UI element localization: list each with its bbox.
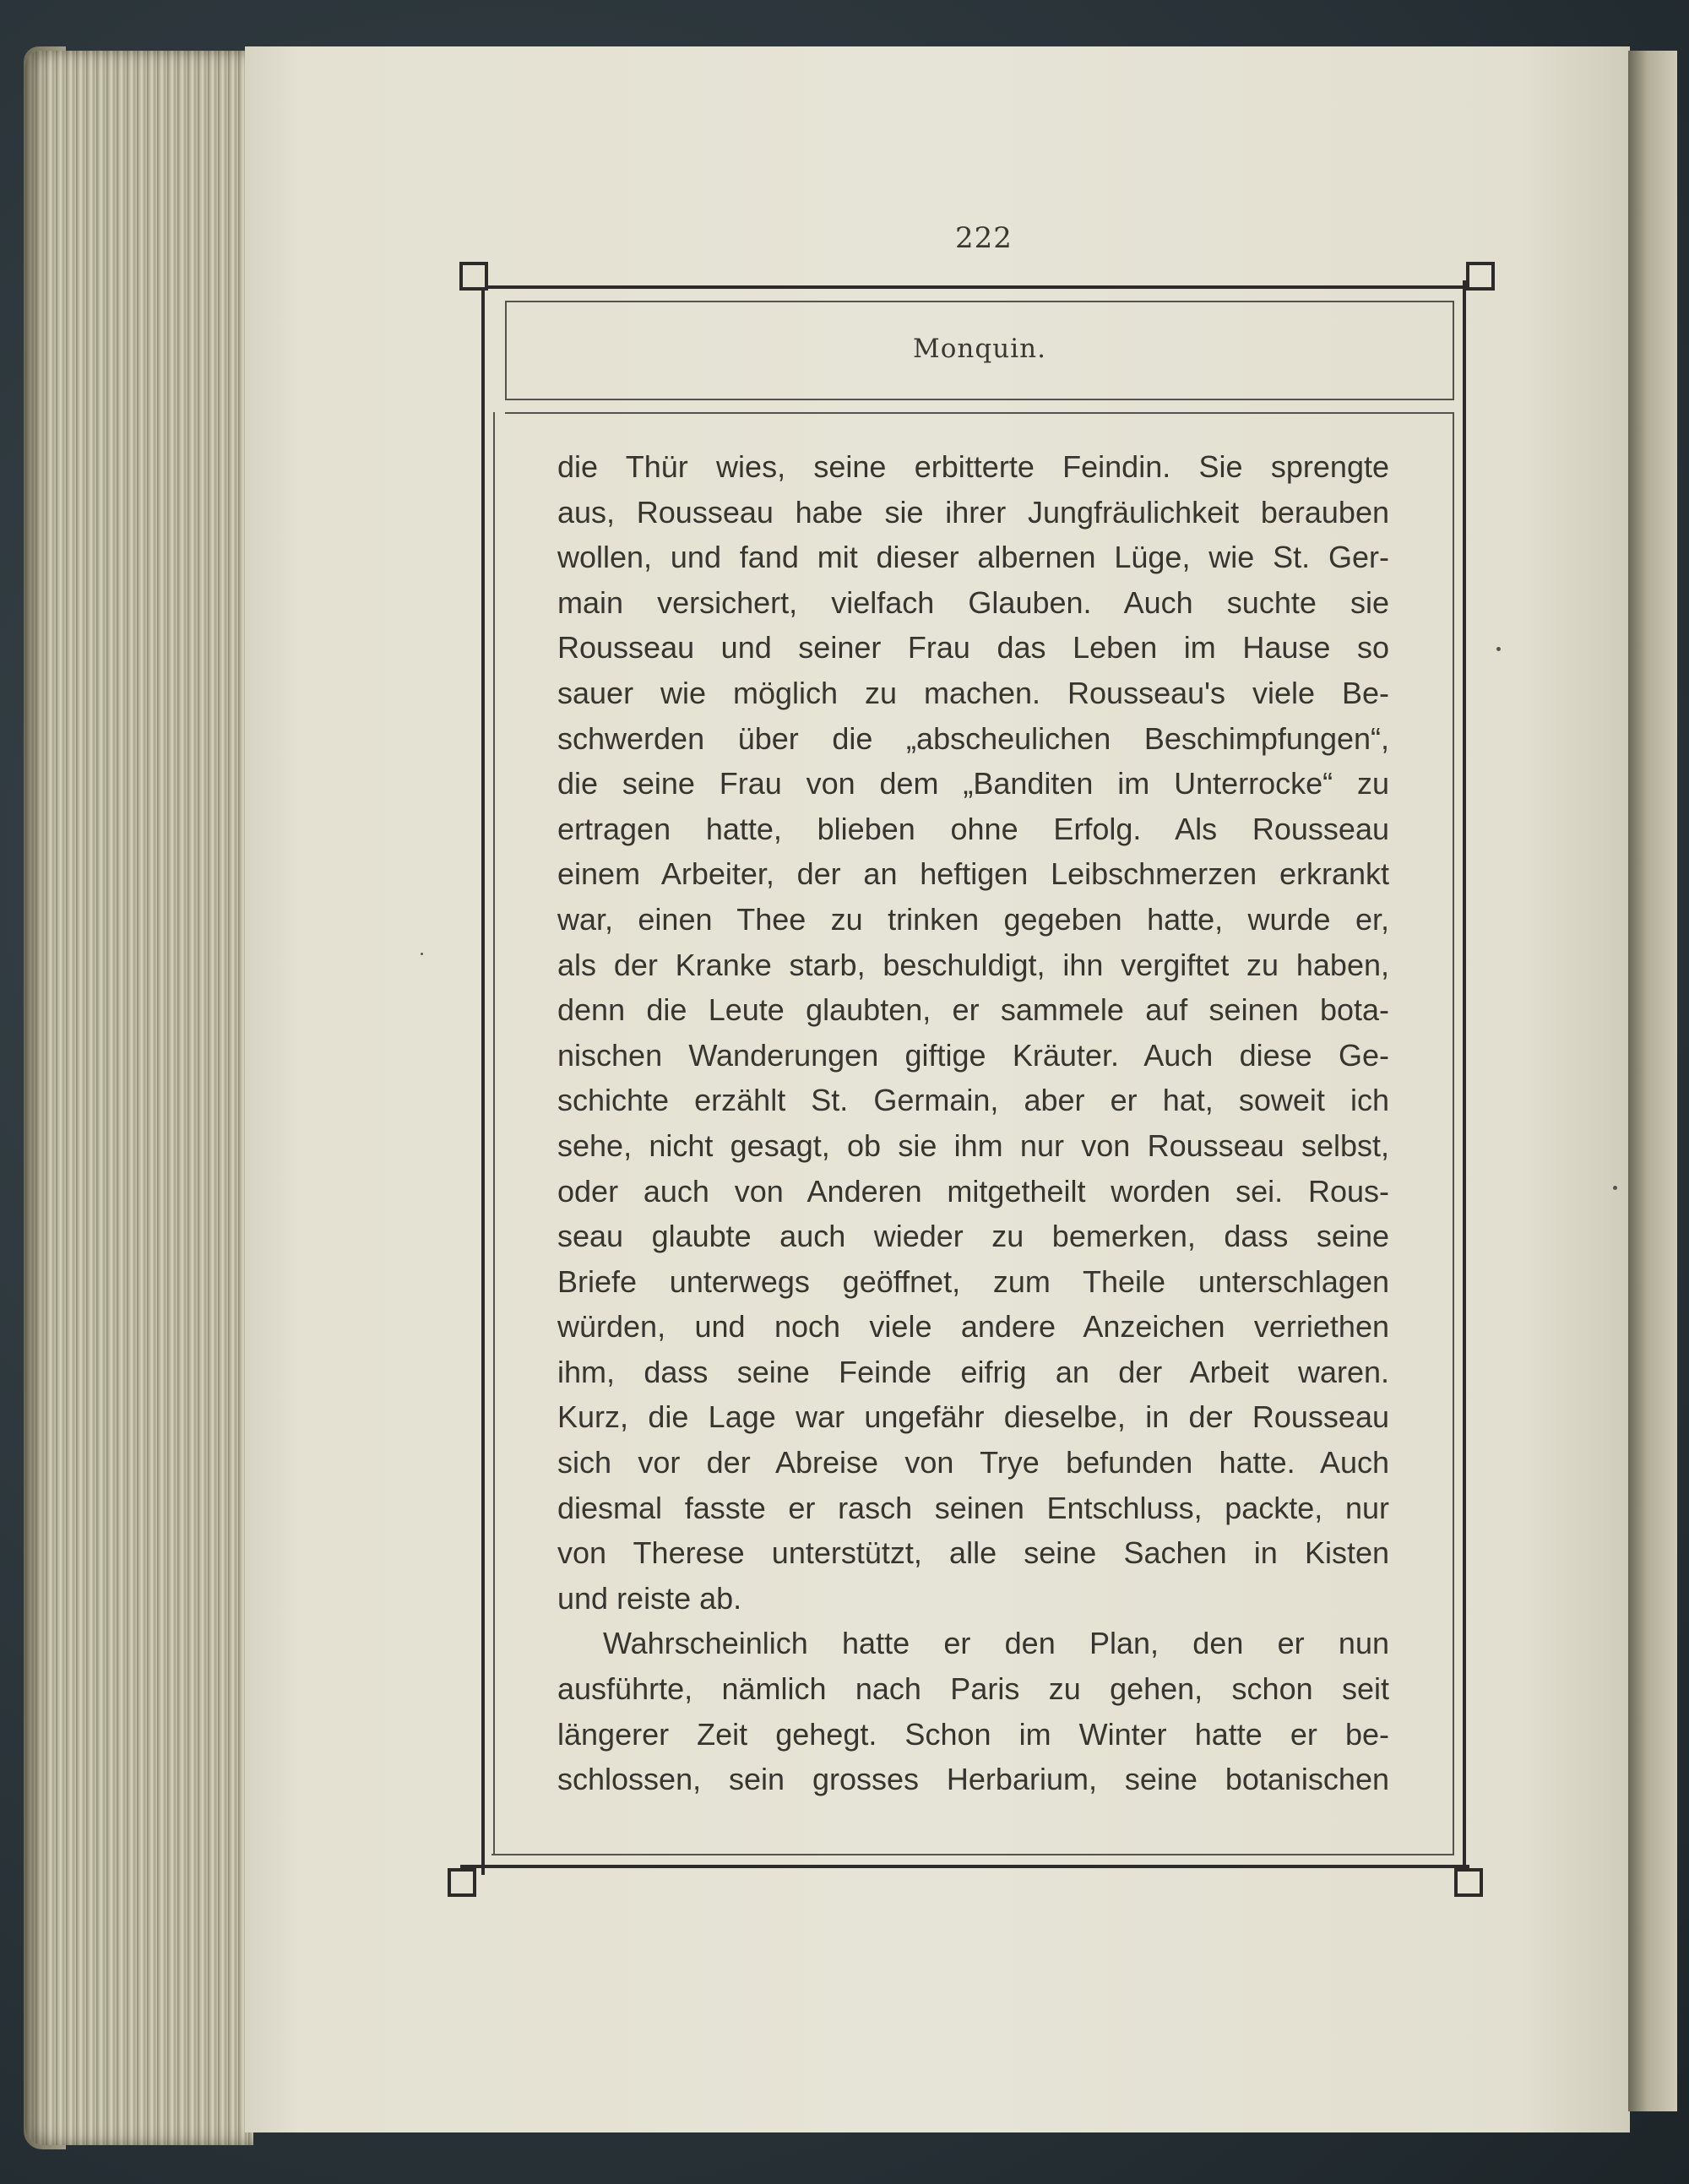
text-line: längerer Zeit gehegt. Schon im Winter hatte er be- xyxy=(557,1716,1389,1752)
text-box-bottom xyxy=(491,1854,1454,1855)
header-box-bottom xyxy=(505,399,1454,400)
text-line: ertragen hatte, blieben ohne Erfolg. Als Rousseau xyxy=(557,811,1389,846)
body-text xyxy=(557,444,1389,1802)
text-line: und reiste ab. xyxy=(557,1580,742,1616)
text-line: von Therese unterstützt, alle seine Sachen in Kisten xyxy=(557,1535,1389,1571)
text-line: ausführte, nämlich nach Paris zu gehen, schon seit xyxy=(557,1671,1389,1707)
text-line: sich vor der Abreise von Trye befunden hatte. Auch xyxy=(557,1445,1389,1480)
text-line: schlossen, sein grosses Herbarium, seine botanischen xyxy=(557,1762,1389,1797)
text-line: diesmal fasste er rasch seinen Entschluss, packte, nur xyxy=(557,1490,1389,1525)
text-line: sehe, nicht gesagt, ob sie ihm nur von Rousseau selbst, xyxy=(557,1127,1389,1163)
frame-corner-top-left xyxy=(459,262,488,291)
frame-left-line xyxy=(481,280,485,1875)
text-box-top xyxy=(505,412,1454,414)
text-line: seau glaubte auch wieder zu bemerken, dass seine xyxy=(557,1219,1389,1254)
text-line: nischen Wanderungen giftige Kräuter. Auch diese Ge- xyxy=(557,1037,1389,1073)
text-line: denn die Leute glaubten, er sammele auf seinen bota- xyxy=(557,992,1389,1028)
paper-speck xyxy=(1496,647,1501,651)
header-box-right xyxy=(1453,301,1454,400)
text-line: Kurz, die Lage war ungefähr dieselbe, in der Rousseau xyxy=(557,1399,1389,1435)
text-line: die Thür wies, seine erbitterte Feindin. Sie sprengte xyxy=(557,449,1389,484)
text-line: sauer wie möglich zu machen. Rousseau's viele Be- xyxy=(557,675,1389,710)
text-line: wollen, und fand mit dieser albernen Lüge, wie St. Ger- xyxy=(557,540,1389,575)
header-box-top xyxy=(505,301,1454,302)
frame-corner-top-right xyxy=(1466,262,1495,291)
text-line: die seine Frau von dem „Banditen im Unterrocke“ zu xyxy=(557,766,1389,801)
text-line: Rousseau und seiner Frau das Leben im Hause so xyxy=(557,630,1389,666)
text-line: schwerden über die „abscheulichen Beschimpfungen“, xyxy=(557,720,1389,756)
text-line: als der Kranke starb, beschuldigt, ihn vergiftet zu haben, xyxy=(557,947,1389,982)
book-page-edges xyxy=(25,51,253,2145)
text-line: würden, und noch viele andere Anzeichen verriethen xyxy=(557,1309,1389,1345)
facing-page-edge xyxy=(1628,51,1677,2111)
frame-corner-bottom-left xyxy=(448,1868,476,1897)
paper-speck xyxy=(1613,1186,1617,1190)
text-line: ihm, dass seine Feinde eifrig an der Arbeit waren. xyxy=(557,1354,1389,1389)
text-line: aus, Rousseau habe sie ihrer Jungfräulichkeit berauben xyxy=(557,494,1389,530)
text-line: einem Arbeiter, der an heftigen Leibschmerzen erkrankt xyxy=(557,856,1389,892)
paper-speck xyxy=(421,953,423,955)
running-head: Monquin. xyxy=(913,334,1046,364)
frame-corner-bottom-right xyxy=(1454,1868,1483,1897)
text-box-right xyxy=(1453,412,1454,1855)
text-line: Wahrscheinlich hatte er den Plan, den er nun xyxy=(603,1626,1389,1661)
text-line: war, einen Thee zu trinken gegeben hatte, wurde er, xyxy=(557,901,1389,937)
frame-right-line xyxy=(1463,280,1466,1875)
page-number: 222 xyxy=(955,221,1013,255)
text-line: Briefe unterwegs geöffnet, zum Theile unterschlagen xyxy=(557,1263,1389,1299)
text-line: oder auch von Anderen mitgetheilt worden sei. Rous- xyxy=(557,1173,1389,1209)
text-line: schichte erzählt St. Germain, aber er hat, soweit ich xyxy=(557,1083,1389,1118)
frame-top-line xyxy=(473,285,1482,289)
text-line: main versichert, vielfach Glauben. Auch suchte sie xyxy=(557,584,1389,620)
frame-bottom-line xyxy=(460,1865,1469,1868)
text-box-left xyxy=(493,412,495,1855)
